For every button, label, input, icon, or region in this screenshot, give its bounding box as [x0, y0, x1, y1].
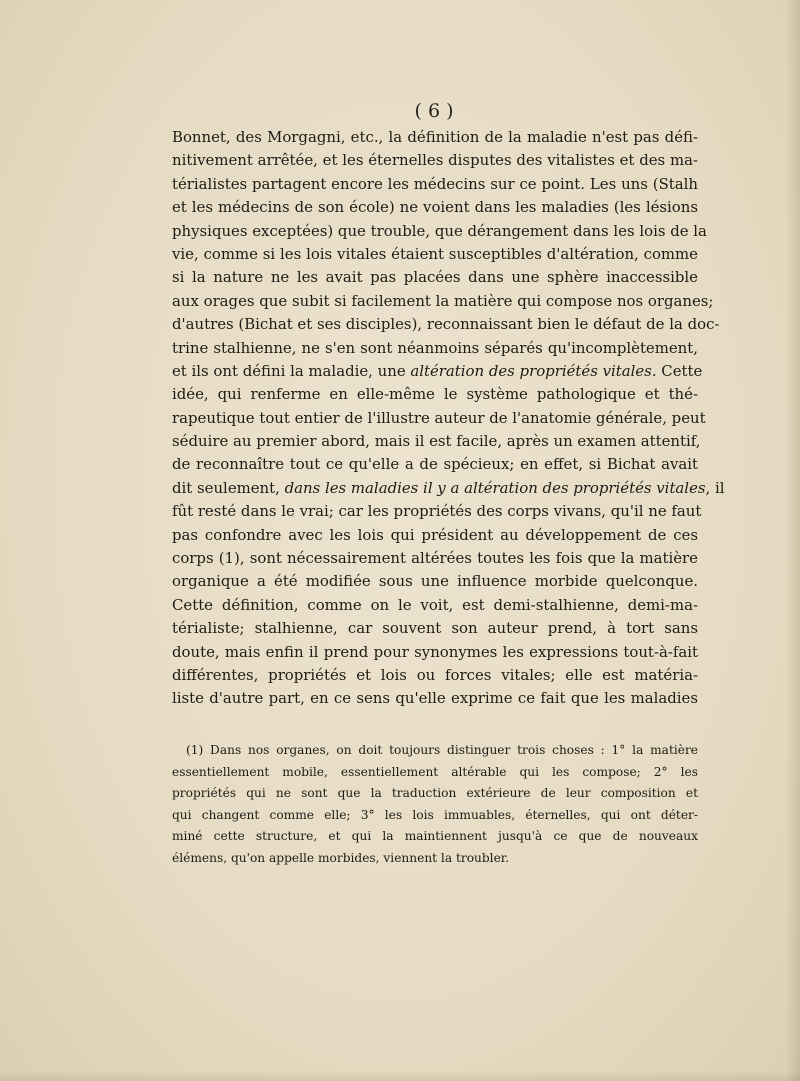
text-line: aux orages que subit si facilement la matière qui compose nos organes;	[172, 291, 714, 310]
text-segment: , il	[705, 478, 725, 497]
text-line: trine stalhienne, ne s'en sont néanmoins séparés qu'incomplètement,	[172, 338, 698, 357]
text-line: de reconnaître tout ce qu'elle a de spécieux; en effet, si Bichat avait	[172, 455, 698, 474]
text-line-with-italic	[172, 360, 703, 383]
text-line: Cette définition, comme on le voit, est demi-stalhienne, demi-ma-	[172, 595, 698, 614]
text-line: nitivement arrêtée, et les éternelles disputes des vitalistes et des ma-	[172, 151, 698, 170]
footnote-line: élémens, qu'on appelle morbides, viennent la troubler.	[172, 850, 510, 865]
text-line: et les médecins de son école) ne voient dans les maladies (les lésions	[172, 198, 698, 217]
text-line: corps (1), sont nécessairement altérées toutes les fois que la matière	[172, 549, 698, 568]
page-edge-shadow	[786, 0, 800, 1081]
text-segment: et ils ont défini la maladie, une	[172, 361, 411, 380]
page-bottom-shadow	[0, 1071, 800, 1081]
text-line: idée, qui renferme en elle-même le système pathologique et thé-	[172, 385, 698, 404]
text-line: vie, comme si les lois vitales étaient susceptibles d'altération, comme	[172, 244, 698, 263]
text-line: Bonnet, des Morgagni, etc., la définition de la maladie n'est pas défi-	[172, 128, 698, 146]
text-line: physiques exceptées) que trouble, que dérangement dans les lois de la	[172, 221, 707, 240]
text-line: doute, mais enfin il prend pour synonymes les expressions tout-à-fait	[172, 642, 698, 661]
text-line: térialiste; stalhienne, car souvent son auteur prend, à tort sans	[172, 619, 698, 638]
text-line: rapeutique tout entier de l'illustre auteur de l'anatomie générale, peut	[172, 408, 706, 427]
text-segment: Cette	[656, 361, 703, 380]
text-line: térialistes partagent encore les médecins sur ce point. Les uns (Stalh	[172, 174, 698, 193]
text-line: organique a été modifiée sous une influence morbide quelconque.	[172, 572, 698, 591]
text-line: séduire au premier abord, mais il est facile, après un examen attentif,	[172, 432, 701, 451]
text-line-with-italic	[172, 477, 725, 500]
footnote-line: miné cette structure, et qui la maintiennent jusqu'à ce que de nouveaux	[172, 829, 698, 844]
footnote-line: (1) Dans nos organes, on doit toujours distinguer trois choses : 1° la matière	[186, 743, 698, 757]
text-line: pas confondre avec les lois qui président au développement de ces	[172, 525, 698, 544]
text-line: différentes, propriétés et lois ou forces vitales; elle est matéria-	[172, 665, 698, 684]
italic-phrase: dans les maladies il y a altération des propriétés vitales	[284, 478, 706, 497]
footnote-line: qui changent comme elle; 3° les lois immuables, éternelles, qui ont déter-	[172, 807, 698, 822]
text-segment: dit seulement,	[172, 478, 285, 497]
text-line: d'autres (Bichat et ses disciples), reconnaissant bien le défaut de la doc-	[172, 315, 720, 334]
main-text	[172, 126, 725, 711]
footnote	[172, 740, 698, 870]
text-line: liste d'autre part, en ce sens qu'elle exprime ce fait que les maladies	[172, 689, 698, 708]
page-number: ( 6 )	[414, 100, 454, 122]
footnote-line: essentiellement mobile, essentiellement altérable qui les compose; 2° les	[172, 764, 698, 779]
text-line: fût resté dans le vrai; car les propriétés des corps vivans, qu'il ne faut	[172, 502, 702, 521]
footnote-line: propriétés qui ne sont que la traduction extérieure de leur composition et	[172, 786, 698, 801]
text-line: si la nature ne les avait pas placées dans une sphère inaccessible	[172, 268, 698, 287]
italic-phrase: altération des propriétés vitales.	[410, 361, 657, 380]
